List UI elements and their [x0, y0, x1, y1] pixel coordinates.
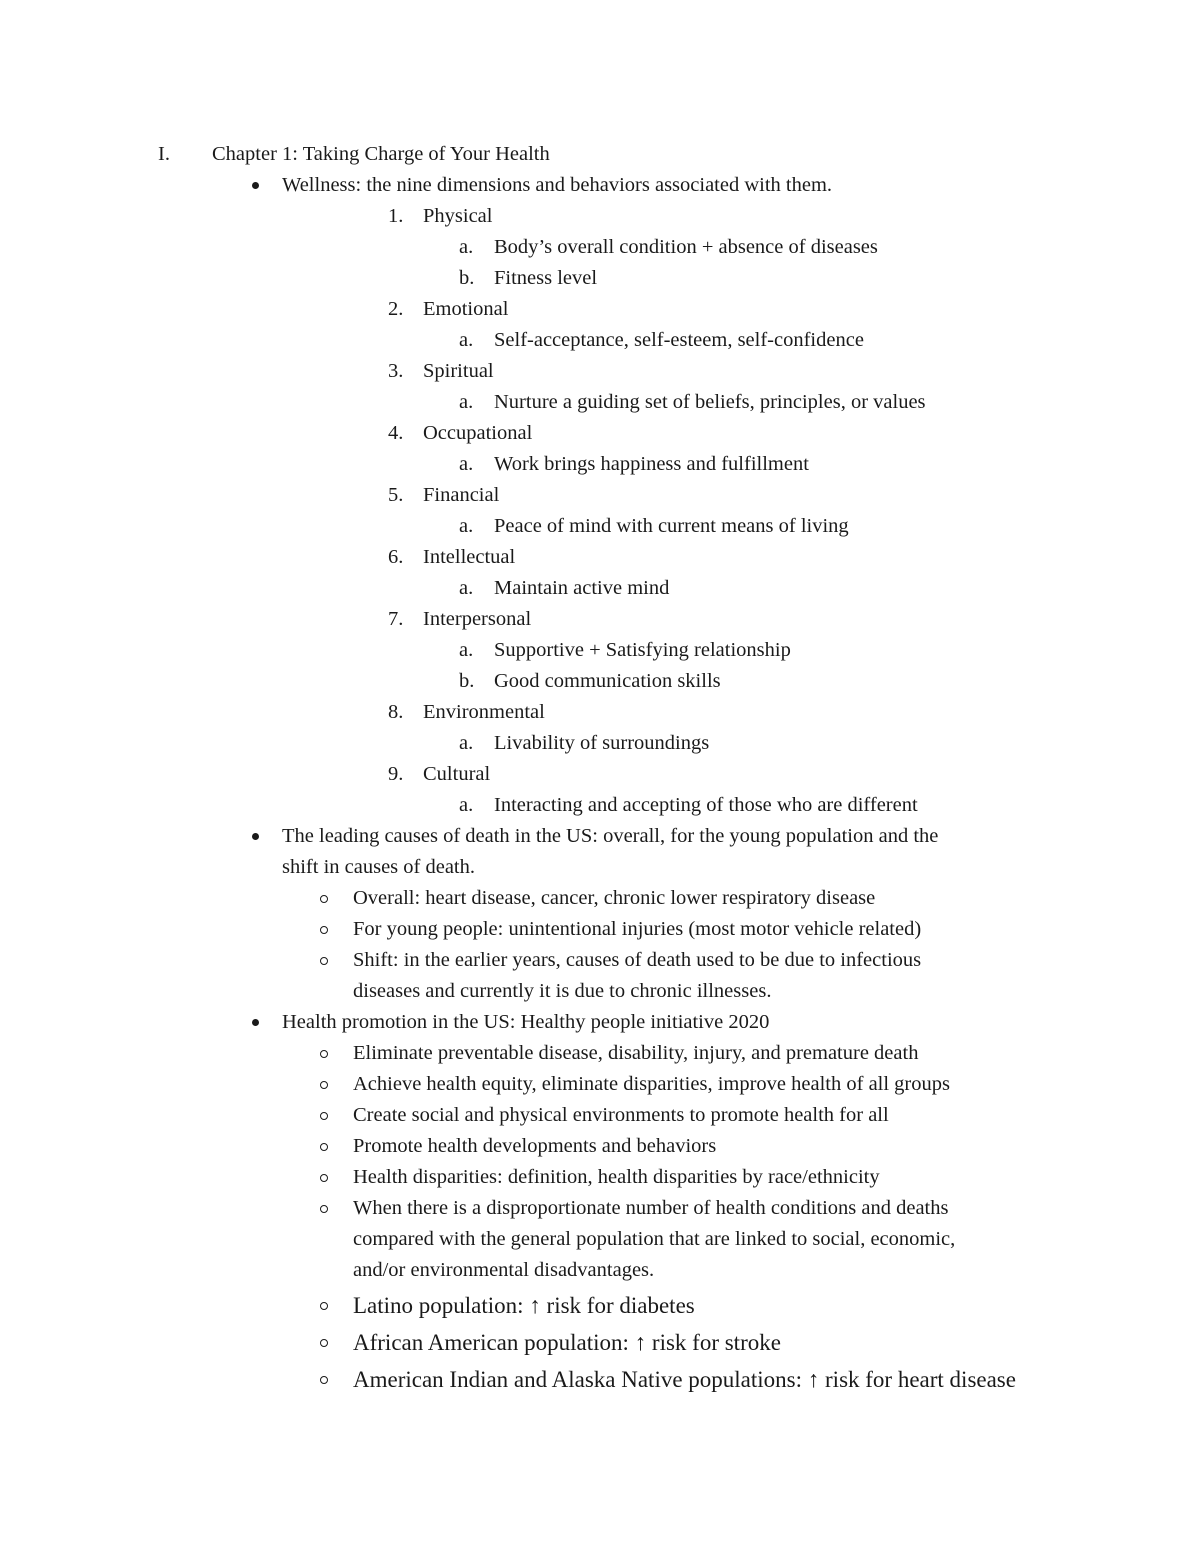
promotion-item-text: compared with the general population that are linked to social, economic, [353, 1228, 956, 1250]
dimension-number: 1. [388, 205, 404, 227]
promotion-item-text: When there is a disproportionate number of health conditions and deaths [353, 1197, 949, 1219]
promotion-item-text: and/or environmental disadvantages. [353, 1259, 655, 1281]
promotion-item-text: Eliminate preventable disease, disability, injury, and premature death [353, 1042, 919, 1064]
hollow-bullet-icon [320, 1112, 328, 1120]
section-numeral: I. [158, 143, 170, 165]
detail-text: Work brings happiness and fulfillment [494, 453, 809, 475]
risk-item-text: Latino population: ↑ risk for diabetes [353, 1293, 695, 1318]
promotion-item-text: Create social and physical environments to promote health for all [353, 1104, 889, 1126]
dimension-name: Intellectual [423, 546, 516, 568]
detail-text: Maintain active mind [494, 577, 670, 599]
detail-text: Livability of surroundings [494, 732, 710, 754]
dimension-number: 2. [388, 298, 404, 320]
detail-letter: a. [459, 236, 474, 258]
causes-heading: The leading causes of death in the US: overall, for the young population and the [282, 825, 939, 847]
dimension-name: Spiritual [423, 360, 494, 382]
dimension-number: 7. [388, 608, 404, 630]
detail-text: Nurture a guiding set of beliefs, principles, or values [494, 391, 926, 413]
hollow-bullet-icon [320, 1302, 328, 1310]
dimension-number: 9. [388, 763, 404, 785]
detail-letter: a. [459, 453, 474, 475]
dimension-name: Interpersonal [423, 608, 532, 630]
detail-letter: a. [459, 639, 474, 661]
dimension-number: 5. [388, 484, 404, 506]
causes-item-text: Overall: heart disease, cancer, chronic lower respiratory disease [353, 887, 876, 909]
hollow-bullet-icon [320, 957, 328, 965]
hollow-bullet-icon [320, 1081, 328, 1089]
dimension-number: 3. [388, 360, 404, 382]
dimension-number: 4. [388, 422, 404, 444]
hollow-bullet-icon [320, 1050, 328, 1058]
detail-text: Supportive + Satisfying relationship [494, 639, 791, 661]
bullet-icon [252, 833, 259, 840]
causes-item-text: diseases and currently it is due to chronic illnesses. [353, 980, 772, 1002]
hollow-bullet-icon [320, 1143, 328, 1151]
bullet-icon [252, 1019, 259, 1026]
detail-text: Self-acceptance, self-esteem, self-confidence [494, 329, 864, 351]
dimension-name: Emotional [423, 298, 509, 320]
dimension-name: Environmental [423, 701, 545, 723]
detail-text: Good communication skills [494, 670, 721, 692]
promotion-heading: Health promotion in the US: Healthy people initiative 2020 [282, 1011, 770, 1033]
hollow-bullet-icon [320, 926, 328, 934]
dimension-name: Occupational [423, 422, 533, 444]
detail-letter: a. [459, 329, 474, 351]
detail-letter: b. [459, 670, 475, 692]
promotion-item-text: Promote health developments and behaviors [353, 1135, 717, 1157]
dimension-number: 8. [388, 701, 404, 723]
causes-item-text: For young people: unintentional injuries (most motor vehicle related) [353, 918, 922, 940]
detail-letter: a. [459, 391, 474, 413]
detail-letter: a. [459, 794, 474, 816]
dimension-number: 6. [388, 546, 404, 568]
dimension-name: Cultural [423, 763, 491, 785]
detail-letter: a. [459, 732, 474, 754]
detail-letter: a. [459, 515, 474, 537]
promotion-item-text: Achieve health equity, eliminate disparities, improve health of all groups [353, 1073, 950, 1095]
causes-heading-continued: shift in causes of death. [282, 856, 475, 878]
detail-text: Interacting and accepting of those who are different [494, 794, 918, 816]
wellness-heading: Wellness: the nine dimensions and behaviors associated with them. [282, 174, 833, 196]
hollow-bullet-icon [320, 1339, 328, 1347]
dimension-name: Physical [423, 205, 493, 227]
section-title: Chapter 1: Taking Charge of Your Health [212, 143, 550, 165]
detail-text: Peace of mind with current means of living [494, 515, 849, 537]
detail-text: Fitness level [494, 267, 598, 289]
hollow-bullet-icon [320, 1174, 328, 1182]
risk-item-text: American Indian and Alaska Native populations: ↑ risk for heart disease [353, 1367, 1016, 1392]
detail-text: Body’s overall condition + absence of diseases [494, 236, 878, 258]
causes-item-text: Shift: in the earlier years, causes of death used to be due to infectious [353, 949, 922, 971]
hollow-bullet-icon [320, 895, 328, 903]
dimension-name: Financial [423, 484, 500, 506]
bullet-icon [252, 182, 259, 189]
promotion-item-text: Health disparities: definition, health disparities by race/ethnicity [353, 1166, 880, 1188]
hollow-bullet-icon [320, 1205, 328, 1213]
detail-letter: b. [459, 267, 475, 289]
detail-letter: a. [459, 577, 474, 599]
risk-item-text: African American population: ↑ risk for stroke [353, 1330, 781, 1355]
hollow-bullet-icon [320, 1376, 328, 1384]
